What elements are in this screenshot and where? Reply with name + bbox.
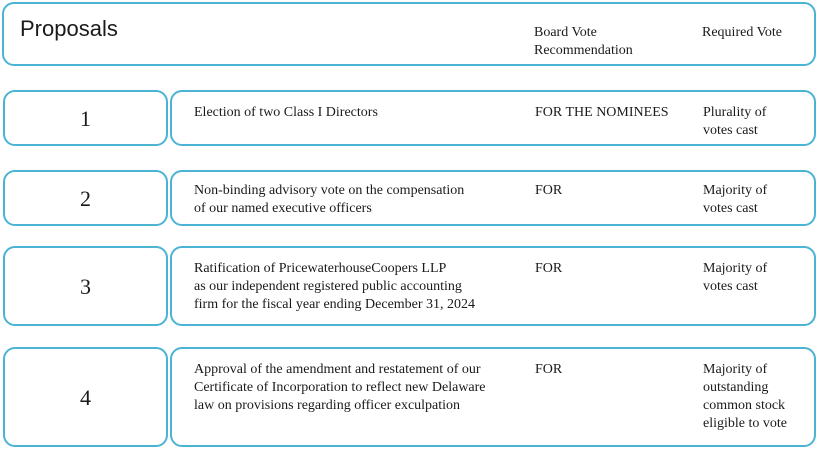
board-recommendation: FOR THE NOMINEES	[535, 105, 669, 120]
proposal-number: 1	[80, 106, 91, 131]
proposals-header	[2, 2, 816, 66]
proposal-description	[194, 361, 534, 415]
description-line: law on provisions regarding officer exculpation	[194, 398, 461, 413]
description-line: Approval of the amendment and restatement of our	[194, 362, 481, 377]
description-line: firm for the fiscal year ending December 31, 2024	[194, 297, 476, 312]
description-line: as our independent registered public accounting	[194, 279, 462, 294]
description-line: of our named executive officers	[194, 201, 372, 216]
proposal-1-row	[170, 90, 816, 146]
proposal-description	[194, 182, 534, 218]
description-line: Ratification of PricewaterhouseCoopers LLP	[194, 261, 447, 276]
proposal-3-number-box	[3, 246, 168, 326]
page-title: Proposals	[20, 16, 118, 41]
required-line: common stock	[703, 398, 786, 413]
required-vote	[703, 361, 813, 433]
board-vote-header-line-1: Board Vote	[534, 25, 597, 40]
required-line: votes cast	[703, 123, 758, 138]
required-line: votes cast	[703, 201, 758, 216]
required-line: Majority of	[703, 183, 768, 198]
description-line: Certificate of Incorporation to reflect new Delaware	[194, 380, 486, 395]
board-recommendation: FOR	[535, 183, 563, 198]
required-line: votes cast	[703, 279, 758, 294]
required-vote	[703, 260, 813, 296]
proposal-2-number-box	[3, 170, 168, 226]
proposal-number: 2	[80, 186, 91, 211]
proposal-4-row	[170, 347, 816, 447]
proposal-description	[194, 104, 534, 122]
description-line: Non-binding advisory vote on the compensation	[194, 183, 465, 198]
proposal-number: 4	[80, 385, 91, 410]
description-line: Election of two Class I Directors	[194, 105, 378, 120]
proposal-3-row	[170, 246, 816, 326]
required-line: Majority of	[703, 362, 768, 377]
proposal-1-number-box	[3, 90, 168, 146]
required-vote-column-header: Required Vote	[702, 25, 782, 40]
board-recommendation: FOR	[535, 362, 563, 377]
proposal-number: 3	[80, 274, 91, 299]
required-line: Plurality of	[703, 105, 767, 120]
required-line: eligible to vote	[703, 416, 787, 431]
proposal-4-number-box	[3, 347, 168, 447]
required-vote	[703, 104, 813, 140]
board-vote-column-header	[534, 24, 684, 60]
proposal-2-row	[170, 170, 816, 226]
required-line: Majority of	[703, 261, 768, 276]
proposal-description	[194, 260, 534, 314]
board-recommendation: FOR	[535, 261, 563, 276]
board-vote-header-line-2: Recommendation	[534, 43, 633, 58]
required-vote	[703, 182, 813, 218]
required-line: outstanding	[703, 380, 769, 395]
